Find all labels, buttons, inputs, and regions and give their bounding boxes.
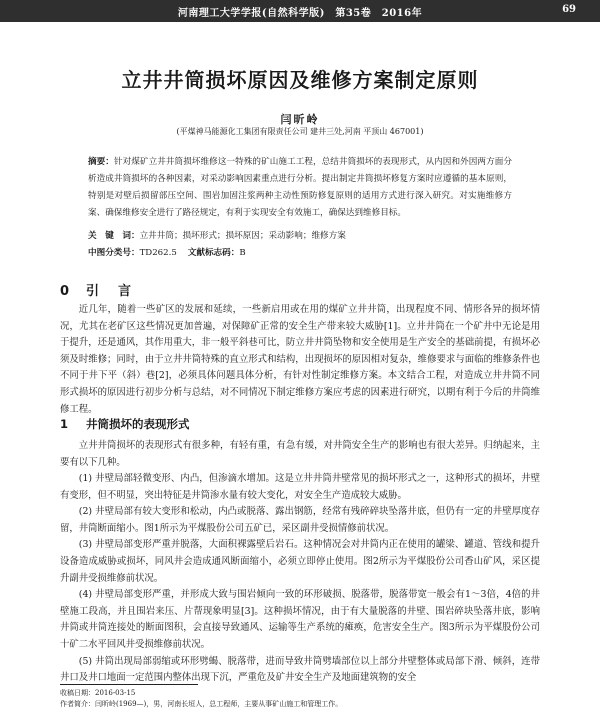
received-date: 收稿日期：2016-03-15 [60, 689, 136, 697]
section-heading-1 [60, 416, 190, 432]
list-item: (1) 井壁局部轻微变形、内凸，但渗滴水增加。这是立井井筒井壁常见的损坏形式之一，这种形式的损坏，井壁有变形，但不明显，突出特征是井筒渗水量有较大变化，对安全生产造成较大威胁。 [60, 473, 540, 501]
damage-forms-list [60, 471, 540, 687]
section-heading-intro [60, 280, 134, 299]
abstract [88, 154, 512, 222]
section-number: 0 [60, 284, 73, 299]
section-title: 井筒损坏的表现形式 [86, 417, 190, 431]
doc-code-label: 文献标志码： [187, 248, 240, 258]
list-item: (2) 井壁局部有较大变形和松动，内凸或脱落、露出钢筋，经常有残碎碎块坠落井底，但仍有一定的井壁厚度存留，井筒断面缩小。图1所示为平煤股份公司五矿已，采区副井受损情修前状况。 [60, 506, 540, 534]
section-title: 引 言 [86, 284, 135, 299]
section-1-intro: 立井井筒损坏的表现形式有很多种，有轻有重，有急有缓，对井筒安全生产的影响也有很大差异。归纳起来，主要有以下几种。 [60, 440, 540, 468]
author-name: 闫昕岭 [280, 113, 320, 126]
list-item: (4) 井壁局部变形严重，并形成大致与围岩倾向一致的环形破损、脱落带，脱落带宽一般会有1～3倍，4倍的井壁施工段高，并且围岩来压、片帮现象明显[3]。这种损坏情况，由于有大量脱落的井壁、围岩碎块坠落井底，影响井筒或井筒连接处的断面图积，会直接导致通风、运输等生产系统的瘫痪，危害安全生产。图3所示为平煤股份公司十矿二水平回风井受损维修前状况。 [60, 589, 540, 650]
journal-header [0, 0, 600, 22]
section-number: 1 [60, 417, 69, 431]
clc-code: TD262.5 [139, 248, 177, 258]
keywords-text: 立井井筒；损坏形式；损坏原因；采动影响；维修方案 [139, 231, 346, 241]
keywords [88, 229, 512, 243]
page-number: 69 [562, 4, 576, 15]
author-affiliation: (平煤神马能源化工集团有限责任公司 建井三处,河南 平顶山 467001) [176, 127, 424, 136]
footnote-divider [60, 684, 198, 685]
journal-title: 河南理工大学学报(自然科学版) 第35卷 2016年 [177, 8, 423, 19]
abstract-text: 针对煤矿立井井筒损坏维修这一特殊的矿山施工工程，总结井筒损坏的表现形式，从内因和外因两方面分析造成井筒损坏的各种因素，对采动影响因素重点进行分析。提出制定井筒损坏修复方案时应遵循的基本原则，特别是对壁后损留部压空间、围岩加固注浆两种主动性预防修复原则的适用方式进行深入研究。对实施维修方案、确保维修安全进行了路径规定，有利于实现安全有效施工，确保达到维修目标。 [88, 157, 512, 218]
classification [88, 246, 512, 260]
clc-label: 中图分类号： [88, 248, 140, 258]
keywords-label: 关 键 词： [88, 231, 140, 241]
list-item: (5) 井筒出现局部弱缩或环形劈蝎、脱落带，进而导致井筒劈墙部位以上部分井壁整体或局部下滑、倾斜，连带井口及井口地面一定范围内整体出现下沉，严重危及矿井安全生产及地面建筑物的安全 [60, 655, 540, 684]
abstract-label: 摘要： [88, 157, 114, 167]
article-title: 立井井筒损坏原因及维修方案制定原则 [121, 68, 479, 92]
list-item: (3) 井壁局部变形严重并脱落，大面积裸露壁后岩石。这种情况会对井筒内正在使用的罐梁、罐道、管线和提升设备造成威胁或损坏，同风井会造成通风断面缩小，必须立即停止使用。图2所示为平煤股份公司香山矿风，采区提升副井受损维修前状况。 [60, 539, 540, 584]
intro-paragraph: 近几年，随着一些矿区的发展和延续，一些新启用或在用的煤矿立井井筒，出现程度不同、情形各异的损坏情况，尤其在老矿区这些情况更加普遍，对保障矿正常的安全生产带来较大威胁[1]。立井井筒在一个矿井中无论是用于提升，还是通风，其作用重大，非一般平斜巷可比，防立井井筒坠物和安全使用是生产安全的基础前提，有损坏必须及时维修；同时，由于立井井筒特殊的直立形式和结构，出现损坏的原因相对复杂，维修要求与面临的维修条件也不同于井下平（斜）巷[2]，必须具体问题具体分析，有针对性制定维修方案。本文结合工程，对造成立井井筒不同形式损坏的原因进行初步分析与总结，对不同情况下制定维修方案应考虑的因素进行研究，以期有利于今后的井筒维修工程。 [60, 304, 540, 415]
author-bio: 作者简介：闫昕岭(1969—)，男，河南长垣人，总工程师，主要从事矿山施工和管理工作。 [60, 700, 343, 708]
doc-code: B [239, 248, 246, 258]
